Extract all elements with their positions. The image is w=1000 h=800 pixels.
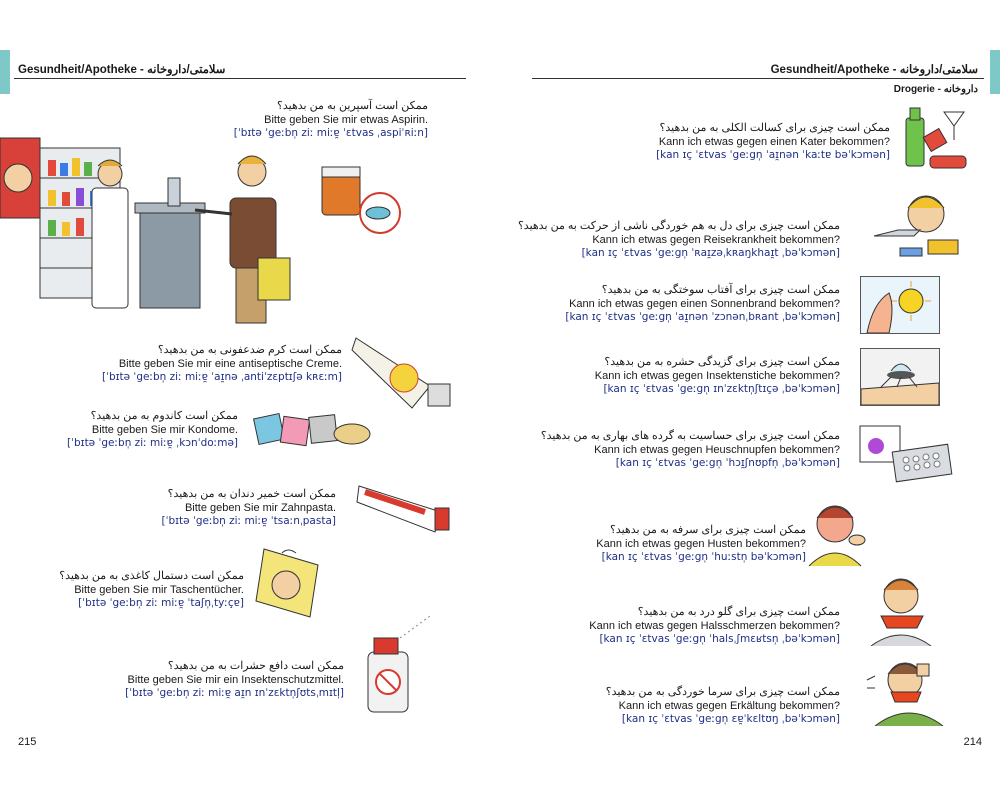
hangover-bottles-illustration	[900, 104, 972, 176]
entry-aspirin	[234, 100, 428, 141]
page-tab-marker	[990, 50, 1000, 94]
farsi-text: ممکن است چیزی برای سرفه به من بدهید؟	[610, 524, 806, 536]
entry-insect-bites	[595, 356, 840, 397]
entry-hangover	[656, 122, 890, 163]
section-subheader: Drogerie - داروخانه	[893, 84, 978, 95]
page-number: 214	[963, 736, 982, 748]
cold-sick-man-illustration	[865, 652, 953, 726]
german-text: Bitte geben Sie mir Taschentücher.	[74, 583, 244, 596]
entry-antiseptic-cream	[102, 344, 342, 385]
german-text: Bitte geben Sie mir etwas Aspirin.	[264, 113, 428, 126]
farsi-text: ممکن است چیزی برای حساسیت به گرده های بهاری به من بدهید؟	[540, 430, 840, 442]
entry-cold	[606, 686, 840, 727]
farsi-text: ممکن است چیزی برای دل به هم خوردگی ناشی از حرکت به من بدهید؟	[517, 220, 840, 232]
german-text: Bitte geben Sie mir ein Insektenschutzmittel.	[127, 673, 344, 686]
antiseptic-cream-tube-illustration	[350, 328, 460, 412]
farsi-text: ممکن است خمیر دندان به من بدهید؟	[167, 488, 336, 500]
german-text: Bitte geben Sie mir Kondome.	[91, 423, 238, 436]
german-text: Kann ich etwas gegen Halsschmerzen bekommen?	[589, 619, 840, 632]
ipa-transcription: [kan ɪç ˈɛtvas ˈgeːgn̩ ˈhuːstn̩ bəˈkɔmən]	[601, 551, 806, 563]
sunburn-illustration	[860, 276, 940, 334]
german-text: Kann ich etwas gegen Reisekrankheit bekommen?	[592, 233, 840, 246]
ipa-transcription: [kan ɪç ˈɛtvas ˈgeːgn̩ ˈʀaɪ̯zəˌkʀaŋkhaɪ̯t ˌbəˈkɔmən]	[581, 247, 840, 259]
sore-throat-man-illustration	[865, 570, 941, 646]
ipa-transcription: [ˈbɪtə ˈgeːbn̩ ziː miːɐ̯ ˌkɔnˈdoːmə]	[67, 437, 238, 449]
hay-fever-pills-illustration	[858, 420, 954, 484]
entry-toothpaste	[161, 488, 336, 529]
german-text: Bitte geben Sie mir Zahnpasta.	[184, 501, 336, 514]
german-text: Bitte geben Sie mir eine antiseptische Creme.	[118, 357, 342, 370]
ipa-transcription: [kan ɪç ˈɛtvas ˈgeːgn̩ ˈhalsˌʃmɛʁtsn̩ ˌbəˈkɔmən]	[599, 633, 840, 645]
entry-insect-repellent	[125, 660, 344, 701]
ipa-transcription: [ˈbɪtə ˈgeːbn̩ ziː miːɐ̯ ˈtsaːnˌpasta]	[161, 515, 336, 527]
entry-travel-sickness	[518, 220, 840, 261]
german-text: Kann ich etwas gegen Insektenstiche bekommen?	[594, 369, 840, 382]
right-page-header: Gesundheit/Apotheke - سلامتی/داروخانه	[770, 64, 978, 76]
condoms-illustration	[252, 410, 372, 452]
coughing-man-illustration	[805, 496, 877, 568]
entry-cough	[596, 524, 806, 565]
header-rule	[14, 78, 466, 79]
right-page	[500, 0, 1000, 800]
entry-sore-throat	[589, 606, 840, 647]
pharmacy-scene-illustration	[0, 118, 310, 330]
german-text: Kann ich etwas gegen einen Sonnenbrand bekommen?	[569, 297, 840, 310]
ipa-transcription: [kan ɪç ˈɛtvas ˈgeːgn̩ ˈhɔɪ̯ʃnʊpfn̩ ˌbəˈkɔmən]	[615, 457, 840, 469]
farsi-text: ممکن است دستمال کاغذی به من بدهید؟	[59, 570, 244, 582]
ipa-transcription: [kan ɪç ˈɛtvas ˈgeːgn̩ ˈaɪ̯nən ˈkaːtɐ bəˈkɔmən]	[656, 149, 890, 161]
ipa-transcription: [ˈbɪtə ˈgeːbn̩ ziː miːɐ̯ aɪ̯n ɪnˈzɛktn̩ʃʊtsˌmɪtl̩]	[125, 687, 344, 699]
toothpaste-illustration	[355, 478, 455, 538]
farsi-text: ممکن است دافع حشرات به من بدهید؟	[167, 660, 344, 672]
insect-bite-illustration	[860, 348, 940, 406]
farsi-text: ممکن است چیزی برای آفتاب سوختگی به من بدهید؟	[601, 284, 840, 296]
left-page-header: Gesundheit/Apotheke - سلامتی/داروخانه	[18, 64, 226, 76]
ipa-transcription: [kan ɪç ˈɛtvas ˈgeːgn̩ ˈaɪ̯nən ˈzɔnənˌbʀant ˌbəˈkɔmən]	[565, 311, 840, 323]
page-number: 215	[18, 736, 37, 748]
ipa-transcription: [kan ɪç ˈɛtvas ˈgeːgn̩ ɪnˈzɛktn̩ʃtɪçə ˌbəˈkɔmən]	[603, 383, 840, 395]
german-text: Kann ich etwas gegen Erkältung bekommen?	[618, 699, 840, 712]
german-text: Kann ich etwas gegen Husten bekommen?	[596, 537, 806, 550]
entry-sunburn	[565, 284, 840, 325]
farsi-text: ممکن است آسپرین به من بدهید؟	[277, 100, 428, 112]
farsi-text: ممکن است کرم ضدعفونی به من بدهید؟	[157, 344, 342, 356]
farsi-text: ممکن است چیزی برای گزیدگی حشره به من بدهید؟	[604, 356, 840, 368]
entry-hay-fever	[541, 430, 840, 471]
ipa-transcription: [ˈbɪtə ˈgeːbn̩ ziː miːɐ̯ ˈtaʃn̩ˌtyːçɐ]	[78, 597, 244, 609]
entry-tissues	[59, 570, 244, 611]
german-text: Kann ich etwas gegen einen Kater bekommen?	[658, 135, 890, 148]
travel-sickness-illustration	[870, 190, 966, 260]
insect-repellent-spray-illustration	[360, 612, 440, 716]
entry-condoms	[67, 410, 238, 451]
aspirin-bottle-illustration	[318, 165, 404, 237]
farsi-text: ممکن است چیزی برای گلو درد به من بدهید؟	[637, 606, 840, 618]
farsi-text: ممکن است کاندوم به من بدهید؟	[90, 410, 238, 422]
header-rule	[532, 78, 984, 79]
ipa-transcription: [ˈbɪtə ˈgeːbn̩ ziː miːɐ̯ ˈaɪ̯nə ˌantiˈzɛptɪʃə kʀɛːm]	[101, 371, 342, 383]
farsi-text: ممکن است چیزی برای سرما خوردگی به من بدهید؟	[605, 686, 840, 698]
german-text: Kann ich etwas gegen Heuschnupfen bekommen?	[594, 443, 840, 456]
ipa-transcription: [kan ɪç ˈɛtvas ˈgeːgn̩ ɛɐ̯ˈkɛltʊŋ ˌbəˈkɔmən]	[621, 713, 840, 725]
farsi-text: ممکن است چیزی برای کسالت الکلی به من بدهید؟	[659, 122, 890, 134]
tissues-packet-illustration	[252, 545, 328, 621]
ipa-transcription: [ˈbɪtə ˈgeːbn̩ ziː miːɐ̯ ˈɛtvas ˌaspiˈʀiːn]	[233, 127, 428, 139]
page-tab-marker	[0, 50, 10, 94]
